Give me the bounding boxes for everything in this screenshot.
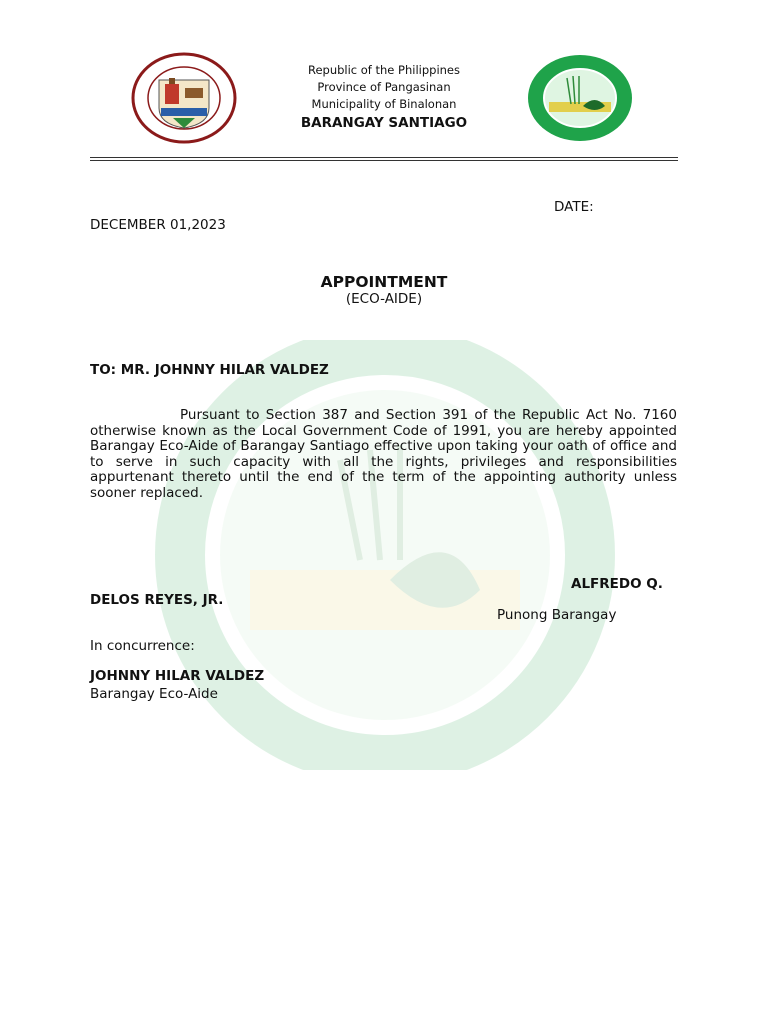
concurrence-label: In concurrence: [90, 638, 195, 654]
signatory-position: Punong Barangay [497, 607, 617, 623]
municipality-seal-logo [131, 52, 237, 144]
watermark-seal [140, 340, 630, 770]
concurrence-position: Barangay Eco-Aide [90, 686, 218, 702]
barangay-seal-logo [527, 54, 633, 142]
letterhead-country: Republic of the Philippines [307, 63, 461, 77]
letterhead-province: Province of Pangasinan [317, 80, 451, 94]
document-title: APPOINTMENT [320, 273, 448, 291]
date-value: DECEMBER 01,2023 [90, 217, 226, 233]
header-divider-top [90, 157, 678, 158]
body-paragraph [90, 408, 677, 501]
signatory-name-last: DELOS REYES, JR. [90, 592, 224, 608]
date-label: DATE: [554, 199, 594, 215]
recipient-line: TO: MR. JOHNNY HILAR VALDEZ [90, 362, 329, 378]
letterhead-municipality: Municipality of Binalonan [311, 97, 457, 111]
letterhead [284, 62, 484, 133]
letterhead-barangay: BARANGAY SANTIAGO [300, 115, 468, 131]
concurrence-name: JOHNNY HILAR VALDEZ [90, 668, 265, 684]
header-divider-bottom [90, 160, 678, 161]
body-text: Pursuant to Section 387 and Section 391 of the Republic Act No. 7160 otherwise known as the Local Government Code of 1991, you are hereby appointed Barangay Eco-Aide of Barangay Santiago effective upon taking your oath of office and to serve in such capacity with all the rights, privileges and responsibilities appurtenant thereto until the end of the term of the appointing authority unless sooner replaced. [90, 407, 677, 501]
signatory-name-first: ALFREDO Q. [571, 576, 663, 592]
document-subtitle: (ECO-AIDE) [345, 291, 423, 307]
